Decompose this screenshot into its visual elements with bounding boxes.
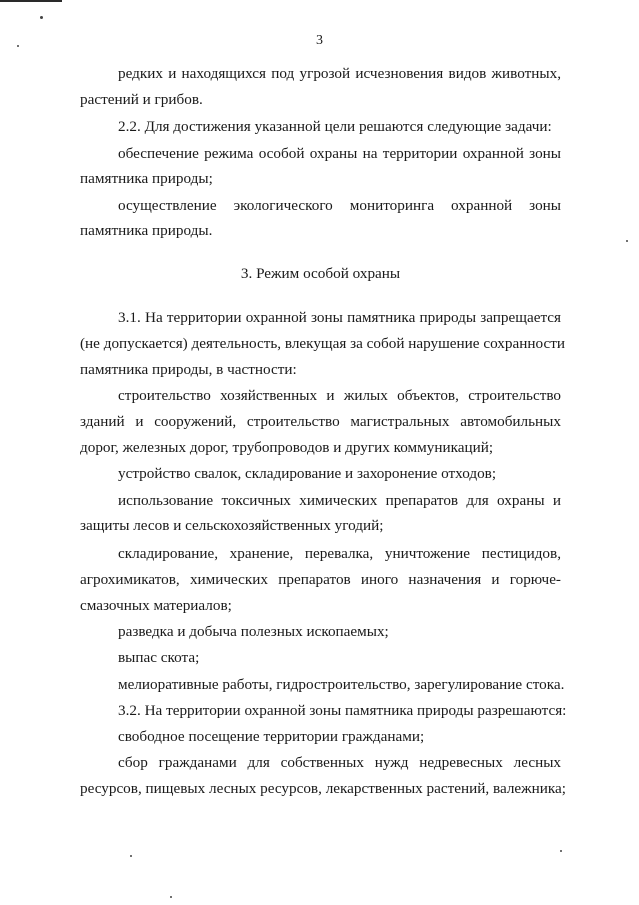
scan-speck xyxy=(560,850,562,852)
paragraph-line: разведка и добыча полезных ископаемых; xyxy=(118,623,389,640)
paragraph-line: смазочных материалов; xyxy=(80,597,232,614)
paragraph-line: обеспечение режима особой охраны на территории охранной зоны xyxy=(118,145,561,162)
page-number: 3 xyxy=(316,33,323,48)
paragraph-line: растений и грибов. xyxy=(80,91,203,108)
paragraph-line: памятника природы, в частности: xyxy=(80,361,297,378)
paragraph-line: складирование, хранение, перевалка, уничтожение пестицидов, xyxy=(118,545,561,562)
paragraph-line: редких и находящихся под угрозой исчезновения видов животных, xyxy=(118,65,561,82)
scan-edge-mark xyxy=(0,0,62,2)
paragraph-line: памятника природы. xyxy=(80,222,213,239)
paragraph-line: 3.1. На территории охранной зоны памятника природы запрещается xyxy=(118,309,561,326)
paragraph-line: мелиоративные работы, гидростроительство, зарегулирование стока. xyxy=(118,676,565,693)
paragraph-line: устройство свалок, складирование и захоронение отходов; xyxy=(118,465,497,482)
paragraph-line: защиты лесов и сельскохозяйственных угодий; xyxy=(80,517,384,534)
paragraph-line: (не допускается) деятельность, влекущая за собой нарушение сохранности xyxy=(80,335,565,352)
scan-speck xyxy=(130,855,132,857)
section-heading: 3. Режим особой охраны xyxy=(240,265,401,282)
paragraph-line: ресурсов, пищевых лесных ресурсов, лекарственных растений, валежника; xyxy=(80,780,567,797)
paragraph-line: сбор гражданами для собственных нужд недревесных лесных xyxy=(118,754,561,771)
scan-speck xyxy=(626,240,628,242)
scan-speck xyxy=(170,896,172,898)
paragraph-line: строительство хозяйственных и жилых объектов, строительство xyxy=(118,387,561,404)
paragraph-line: зданий и сооружений, строительство магистральных автомобильных xyxy=(80,413,561,430)
scan-speck xyxy=(40,16,43,19)
paragraph-line: 2.2. Для достижения указанной цели решаются следующие задачи: xyxy=(118,118,552,135)
paragraph-line: агрохимикатов, химических препаратов иного назначения и горюче- xyxy=(80,571,561,588)
paragraph-line: памятника природы; xyxy=(80,170,213,187)
paragraph-line: дорог, железных дорог, трубопроводов и других коммуникаций; xyxy=(80,439,494,456)
paragraph-line: свободное посещение территории гражданами; xyxy=(118,728,425,745)
paragraph-line: выпас скота; xyxy=(118,649,200,666)
paragraph-line: осуществление экологического мониторинга охранной зоны xyxy=(118,197,561,214)
paragraph-line: 3.2. На территории охранной зоны памятника природы разрешаются: xyxy=(118,702,567,719)
paragraph-line: использование токсичных химических препаратов для охраны и xyxy=(118,492,561,509)
